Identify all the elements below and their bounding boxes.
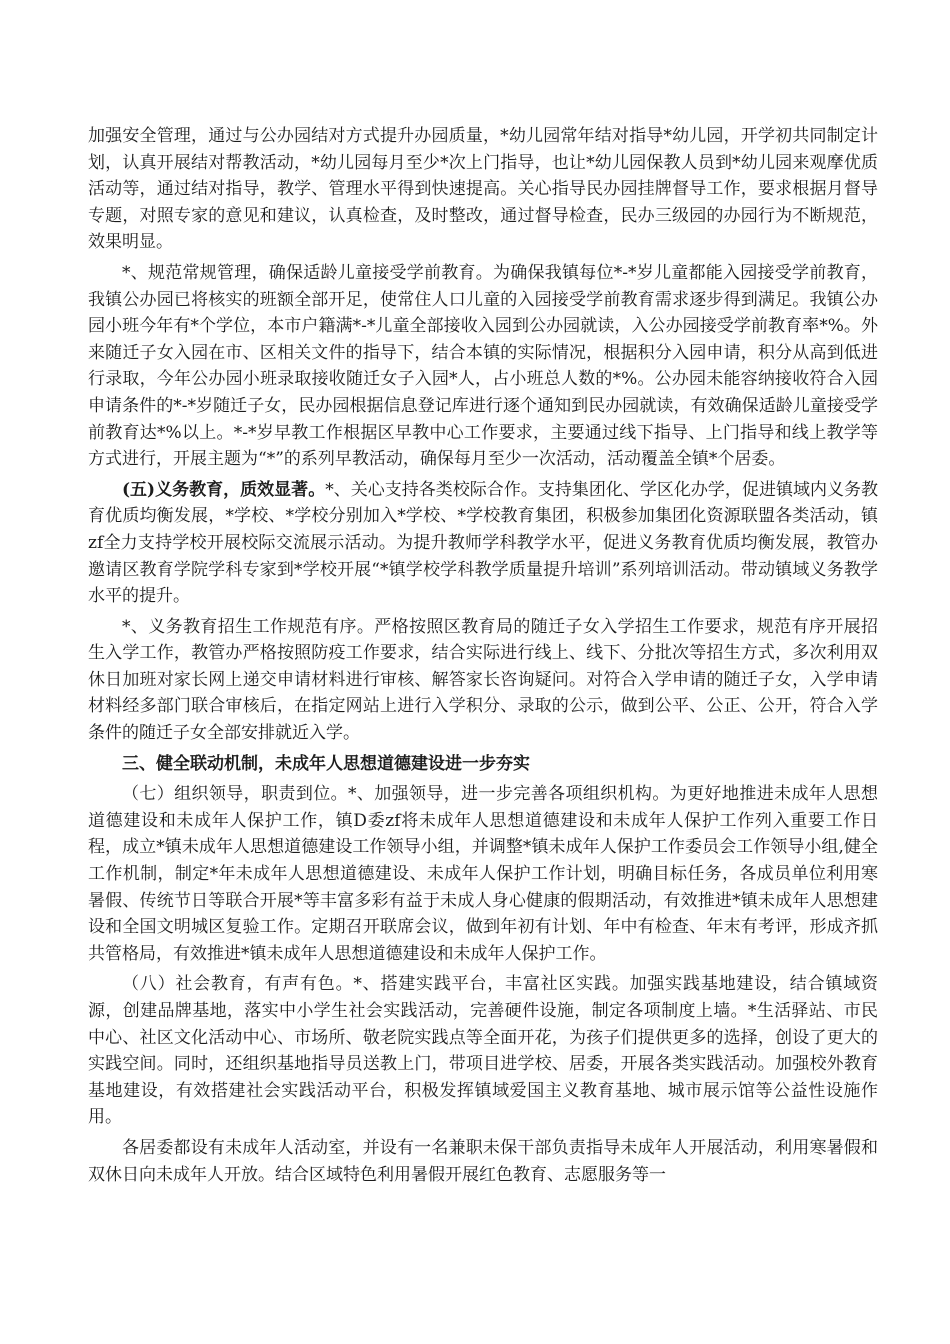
paragraph-admissions: *、义务教育招生工作规范有序。严格按照区教育局的随迁子女入学招生工作要求，规范有序开展招生入学工作，教管办严格按照防疫工作要求，结合实际进行线上、线下、分批次等招生方式，多次利用双休日加班对家长网上递交申请材料进行审核、解答家长咨询疑问。对符合入学申请的随迁子女，入学申请材料经多部门联合审核后，在指定网站上进行入学积分、录取的公示，做到公平、公正、公开，符合入学条件的随迁子女全部安排就近入学。	[88, 616, 878, 744]
document-page	[88, 123, 878, 1192]
paragraph-continuation: 加强安全管理，通过与公办园结对方式提升办园质量，*幼儿园常年结对指导*幼儿园，开学初共同制定计划，认真开展结对帮教活动，*幼儿园每月至少*次上门指导，也让*幼儿园保教人员到*幼儿园来观摩优质活动等，通过结对指导，教学、管理水平得到快速提高。关心指导民办园挂牌督导工作，要求根据月督导专题，对照专家的意见和建议，认真检查，及时整改，通过督导检查，民办三级园的办园行为不断规范，效果明显。	[88, 126, 878, 253]
paragraph-preschool-enrollment: *、规范常规管理，确保适龄儿童接受学前教育。为确保我镇每位*-*岁儿童都能入园接受学前教育，我镇公办园已将核实的班额全部开足，使常住人口儿童的入园接受学前教育需求逐步得到满足。我镇公办园小班今年有*个学位，本市户籍满*-*儿童全部接收入园到公办园就读，入公办园接受学前教育率*%。外来随迁子女入园在市、区相关文件的指导下，结合本镇的实际情况，根据积分入园申请，积分从高到低进行录取，今年公办园小班录取接收随迁女子入园*人，占小班总人数的*%。公办园未能容纳接收符合入园申请条件的*-*岁随迁子女，民办园根据信息登记库进行逐个通知到民办园就读，有效确保适龄儿童接受学前教育达*%以上。*-*岁早教工作根据区早教中心工作要求，主要通过线下指导、上门指导和线上教学等方式进行，开展主题为“*”的系列早教活动，确保每月至少一次活动，活动覆盖全镇*个居委。	[88, 262, 878, 470]
paragraph-activity-rooms: 各居委都设有未成年人活动室，并设有一名兼职未保干部负责指导未成年人开展活动，利用寒暑假和双休日向未成年人开放。结合区域特色利用暑假开展红色教育、志愿服务等一	[88, 1137, 878, 1185]
paragraph-social-education: （八）社会教育，有声有色。*、搭建实践平台，丰富社区实践。加强实践基地建设，结合镇域资源，创建品牌基地，落实中小学生社会实践活动，完善硬件设施，制定各项制度上墙。*生活驿站、市民中心、社区文化活动中心、市场所、敬老院实践点等全面开花，为孩子们提供更多的选择，创设了更大的实践空间。同时，还组织基地指导员送教上门，带项目进学校、居委，开展各类实践活动。加强校外教育基地建设，有效搭建社会实践活动平台，积极发挥镇域爱国主义教育基地、城市展示馆等公益性设施作用。	[88, 974, 878, 1128]
section-heading-three: 三、健全联动机制，未成年人思想道德建设进一步夯实	[122, 753, 530, 774]
paragraph-organization-leadership: （七）组织领导，职责到位。*、加强领导，进一步完善各项组织机构。为更好地推进未成年人思想道德建设和未成年人保护工作，镇D委zf将未成年人思想道德建设和未成年人保护工作列入重要工作日程，成立*镇未成年人思想道德建设工作领导小组，并调整*镇未成年人保护工作委员会工作领导小组,健全工作机制，制定*年未成年人思想道德建设、未成年人保护工作计划，明确目标任务，各成员单位利用寒暑假、传统节日等联合开展*等丰富多彩有益于未成人身心健康的假期活动，有效推进*镇未成年人思想建设和全国文明城区复验工作。定期召开联席会议，做到年初有计划、年中有检查、年末有考评，形成齐抓共管格局，有效推进*镇未成年人思想道德建设和未成年人保护工作。	[88, 784, 878, 964]
paragraph-compulsory-education-body: *、关心支持各类校际合作。支持集团化、学区化办学，促进镇域内义务教育优质均衡发展，*学校、*学校分别加入*学校、*学校教育集团，积极参加集团化资源联盟各类活动，镇zf全力支持学校开展校际交流展示活动。为提升教师学科教学水平，促进义务教育优质均衡发展，教管办邀请区教育学院学科专家到*学校开展“*镇学校学科教学质量提升培训”系列培训活动。带动镇域义务教学水平的提升。	[88, 479, 879, 607]
paragraph-compulsory-education	[88, 477, 878, 610]
section-lead-five: (五)义务教育，质效显著。	[122, 479, 326, 500]
